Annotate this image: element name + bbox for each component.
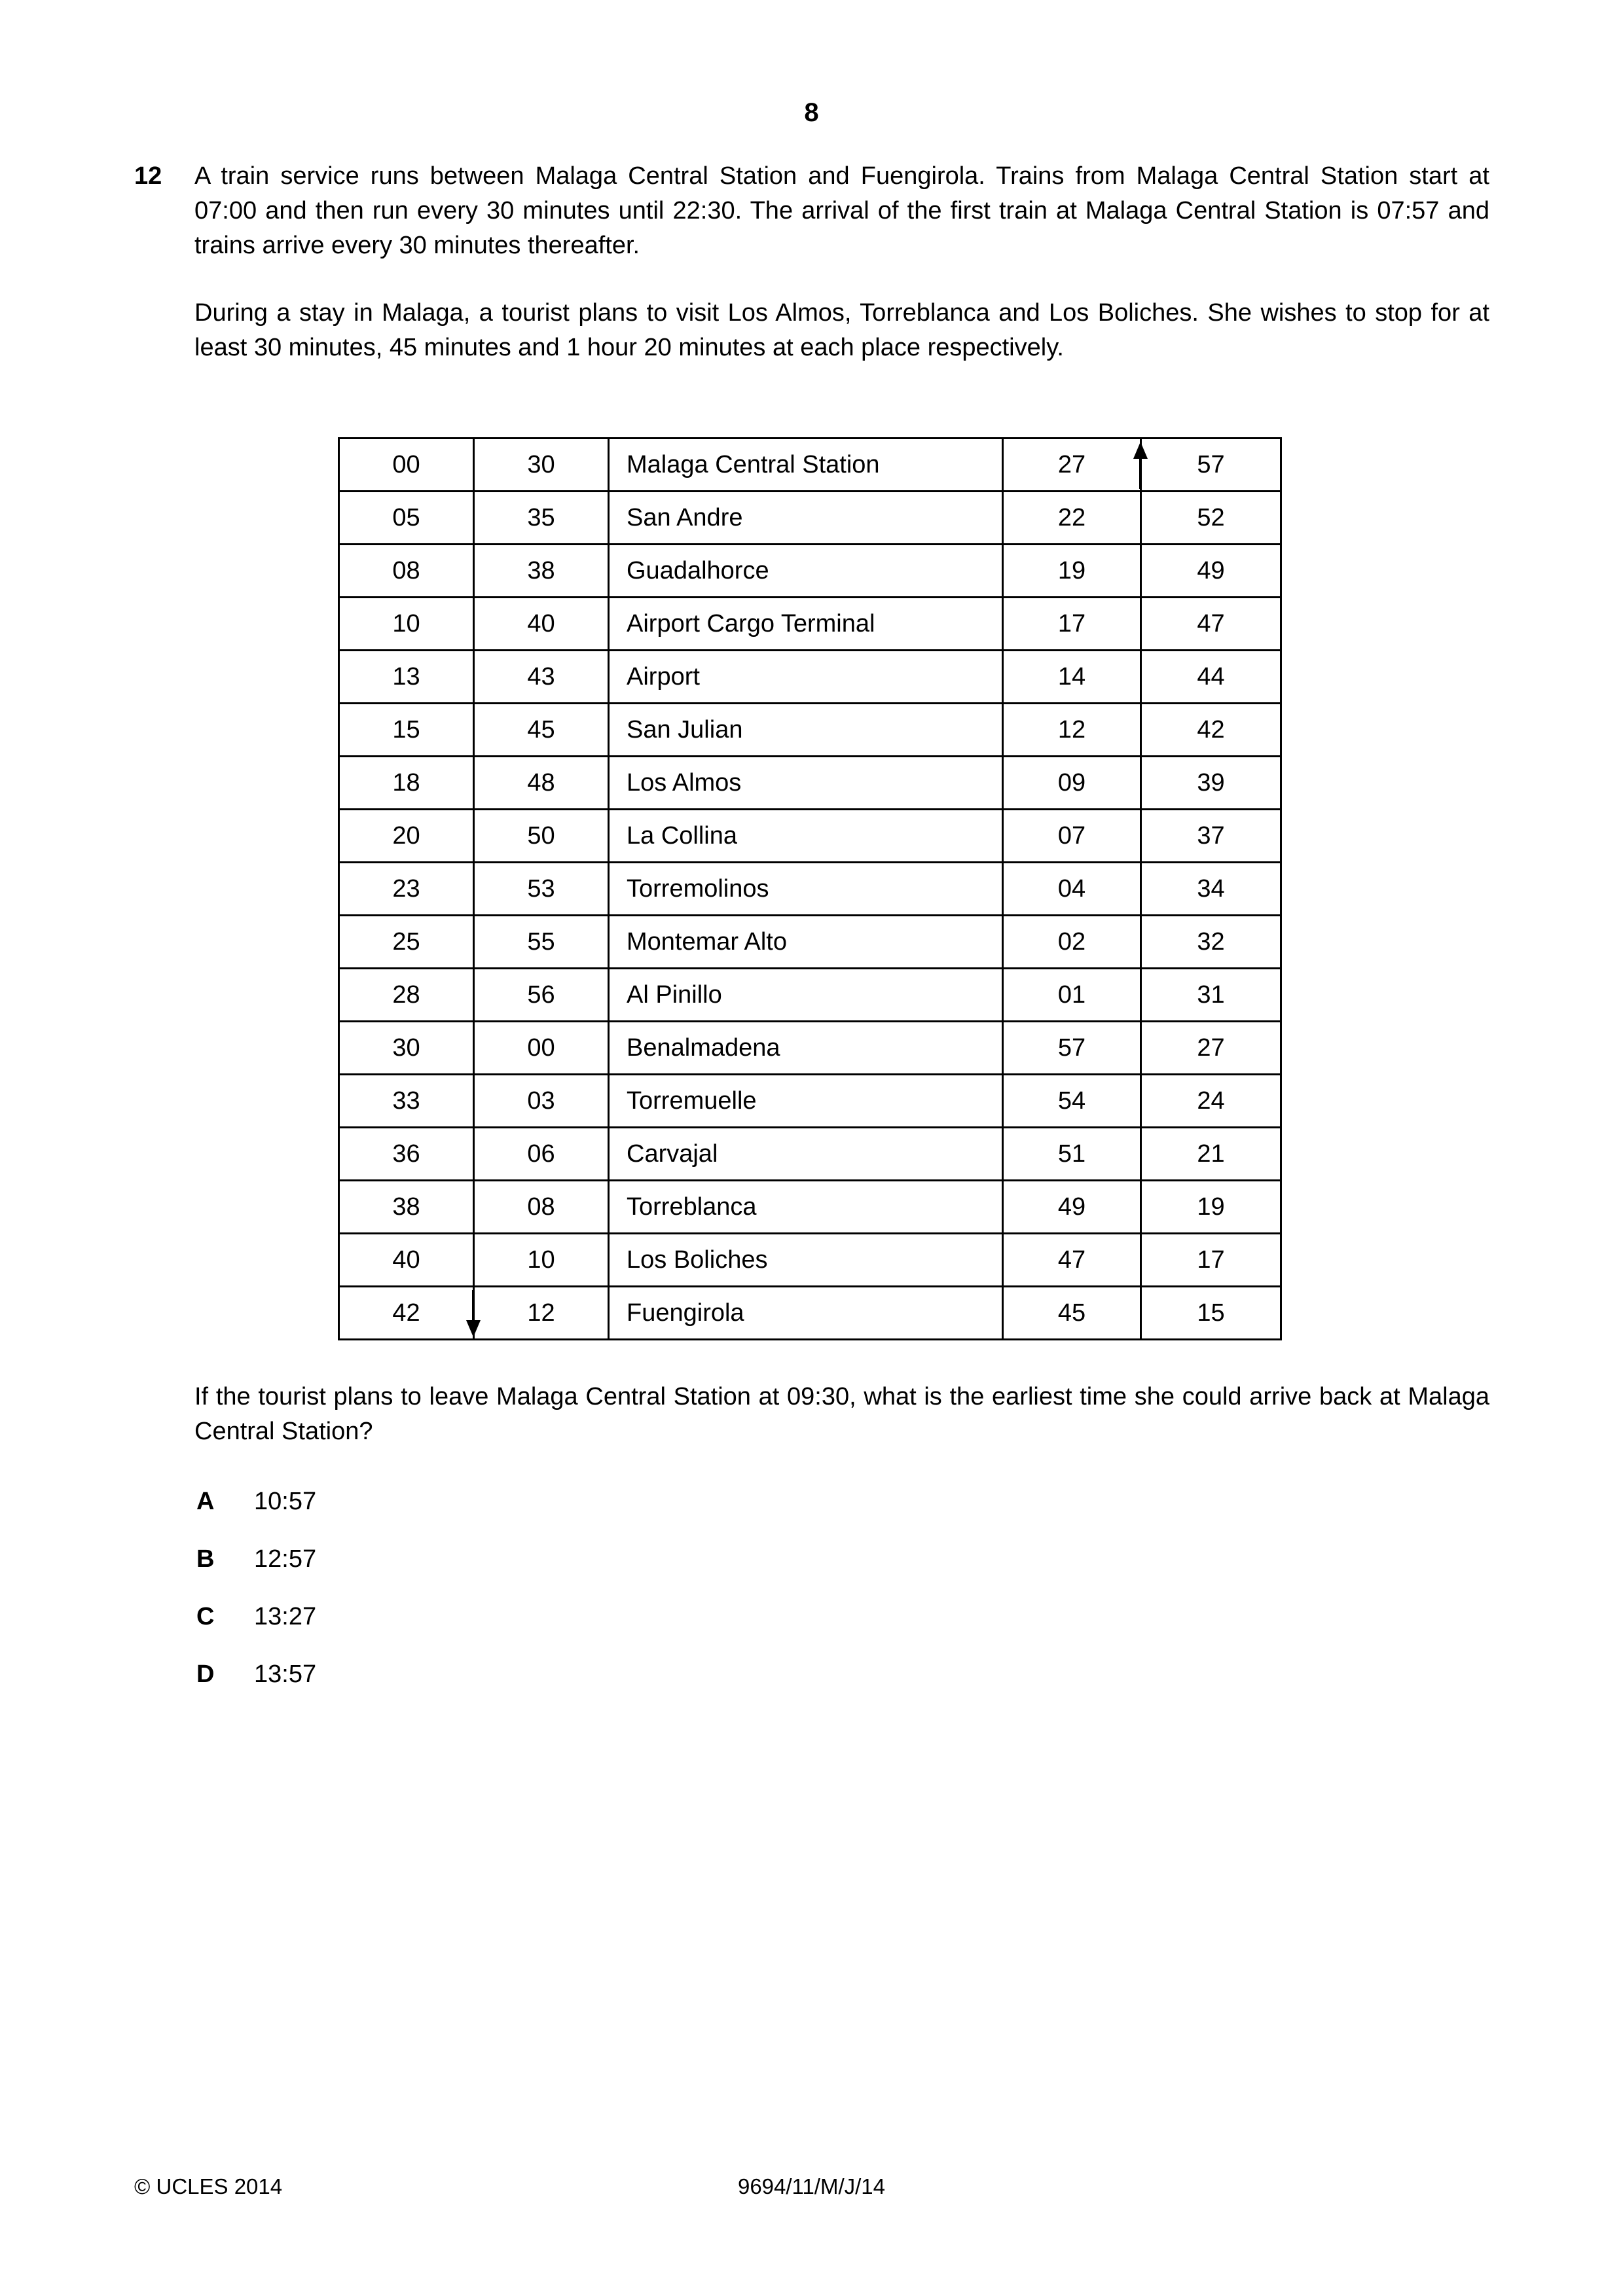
arrival-minutes-cell: 37	[1142, 810, 1280, 861]
departure-minutes-cell: 13	[340, 651, 475, 702]
departure-minutes-cell: 20	[340, 810, 475, 861]
departure-minutes-cell: 43	[475, 651, 610, 702]
option-d-value: 13:57	[254, 1660, 317, 1688]
departure-minutes-cell: 15	[340, 704, 475, 755]
arrival-minutes-cell: 44	[1142, 651, 1280, 702]
station-name-cell: Malaga Central Station	[610, 439, 1004, 490]
departure-minutes-cell: 06	[475, 1128, 610, 1179]
departure-minutes-cell: 40	[340, 1234, 475, 1285]
station-name-cell: La Collina	[610, 810, 1004, 861]
arrival-minutes-cell: 07	[1004, 810, 1142, 861]
option-c	[196, 1600, 316, 1634]
arrival-minutes-cell: 19	[1004, 545, 1142, 596]
departure-minutes-cell: 23	[340, 863, 475, 914]
arrival-minutes-cell: 51	[1004, 1128, 1142, 1179]
arrival-minutes-cell: 12	[1004, 704, 1142, 755]
paper-reference: 9694/11/M/J/14	[737, 2174, 886, 2198]
departure-minutes-cell: 08	[475, 1181, 610, 1232]
arrival-minutes-cell: 17	[1142, 1234, 1280, 1285]
departure-minutes-cell: 35	[475, 492, 610, 543]
table-row	[340, 1234, 1280, 1287]
departure-minutes-cell: 28	[340, 969, 475, 1020]
arrival-minutes-cell: 57	[1142, 439, 1280, 490]
table-row	[340, 810, 1280, 863]
table-row	[340, 704, 1280, 757]
departure-minutes-cell: 38	[340, 1181, 475, 1232]
option-b-label: B	[196, 1545, 215, 1573]
answer-options	[196, 1484, 316, 1715]
arrival-minutes-cell: 27	[1142, 1022, 1280, 1073]
arrival-minutes-cell: 01	[1004, 969, 1142, 1020]
station-name-cell: Montemar Alto	[610, 916, 1004, 967]
station-name-cell: San Andre	[610, 492, 1004, 543]
arrival-minutes-cell: 49	[1004, 1181, 1142, 1232]
station-name-cell: Benalmadena	[610, 1022, 1004, 1073]
table-row	[340, 863, 1280, 916]
station-name-cell: Torremolinos	[610, 863, 1004, 914]
arrival-minutes-cell: 54	[1004, 1075, 1142, 1126]
departure-minutes-cell: 38	[475, 545, 610, 596]
question-body	[194, 159, 1489, 365]
table-row	[340, 1075, 1280, 1128]
arrival-minutes-cell: 39	[1142, 757, 1280, 808]
departure-minutes-cell: 40	[475, 598, 610, 649]
option-a-label: A	[196, 1488, 215, 1515]
station-name-cell: Torremuelle	[610, 1075, 1004, 1126]
arrival-minutes-cell: 49	[1142, 545, 1280, 596]
departure-minutes-cell: 53	[475, 863, 610, 914]
departure-minutes-cell: 10	[340, 598, 475, 649]
option-c-label: C	[196, 1603, 215, 1630]
departure-minutes-cell: 18	[340, 757, 475, 808]
arrival-minutes-cell: 19	[1142, 1181, 1280, 1232]
station-name-cell: Carvajal	[610, 1128, 1004, 1179]
option-a	[196, 1484, 316, 1519]
arrival-minutes-cell: 27	[1004, 439, 1142, 490]
down-arrow-icon	[462, 1289, 485, 1338]
option-c-value: 13:27	[254, 1603, 317, 1630]
option-d-label: D	[196, 1660, 215, 1688]
table-row	[340, 757, 1280, 810]
departure-minutes-cell: 30	[475, 439, 610, 490]
train-timetable	[338, 437, 1282, 1340]
departure-minutes-cell: 45	[475, 704, 610, 755]
table-row	[340, 1181, 1280, 1234]
arrival-minutes-cell: 17	[1004, 598, 1142, 649]
question-number: 12	[134, 162, 162, 190]
station-name-cell: Airport	[610, 651, 1004, 702]
question-12	[134, 159, 1489, 365]
arrival-minutes-cell: 47	[1004, 1234, 1142, 1285]
station-name-cell: San Julian	[610, 704, 1004, 755]
departure-minutes-cell: 00	[340, 439, 475, 490]
arrival-minutes-cell: 45	[1004, 1287, 1142, 1338]
option-b-value: 12:57	[254, 1545, 317, 1573]
table-row	[340, 545, 1280, 598]
table-row	[340, 598, 1280, 651]
arrival-minutes-cell: 22	[1004, 492, 1142, 543]
station-name-cell: Al Pinillo	[610, 969, 1004, 1020]
departure-minutes-cell: 10	[475, 1234, 610, 1285]
arrival-minutes-cell: 32	[1142, 916, 1280, 967]
arrival-minutes-cell: 14	[1004, 651, 1142, 702]
departure-minutes-cell: 25	[340, 916, 475, 967]
departure-minutes-cell: 00	[475, 1022, 610, 1073]
arrival-minutes-cell: 57	[1004, 1022, 1142, 1073]
arrival-minutes-cell: 09	[1004, 757, 1142, 808]
departure-minutes-cell: 55	[475, 916, 610, 967]
departure-minutes-cell: 56	[475, 969, 610, 1020]
departure-minutes-cell: 03	[475, 1075, 610, 1126]
station-name-cell: Los Boliches	[610, 1234, 1004, 1285]
departure-minutes-cell: 05	[340, 492, 475, 543]
table-row	[340, 969, 1280, 1022]
arrival-minutes-cell: 42	[1142, 704, 1280, 755]
question-prompt: If the tourist plans to leave Malaga Central Station at 09:30, what is the earliest time she could arrive back at Malaga Central Station?	[194, 1383, 1489, 1445]
timetable-rows	[340, 439, 1280, 1338]
station-name-cell: Fuengirola	[610, 1287, 1004, 1338]
departure-minutes-cell: 42	[340, 1287, 475, 1338]
option-d	[196, 1657, 316, 1692]
question-intro-paragraph-2: During a stay in Malaga, a tourist plans to visit Los Almos, Torreblanca and Los Boliches. She wishes to stop for at least 30 minutes, 45 minutes and 1 hour 20 minutes at each place respectively.	[194, 299, 1489, 361]
departure-minutes-cell: 48	[475, 757, 610, 808]
arrival-minutes-cell: 04	[1004, 863, 1142, 914]
up-arrow-icon	[1129, 440, 1152, 490]
arrival-minutes-cell: 47	[1142, 598, 1280, 649]
option-b	[196, 1542, 316, 1577]
arrival-minutes-cell: 15	[1142, 1287, 1280, 1338]
page-number: 8	[804, 98, 819, 127]
departure-minutes-cell: 30	[340, 1022, 475, 1073]
table-row	[340, 651, 1280, 704]
arrival-minutes-cell: 31	[1142, 969, 1280, 1020]
departure-minutes-cell: 36	[340, 1128, 475, 1179]
station-name-cell: Guadalhorce	[610, 545, 1004, 596]
question-intro-paragraph-1: A train service runs between Malaga Central Station and Fuengirola. Trains from Malaga Central Station start at 07:00 and then run every 30 minutes until 22:30. The arrival of the first train at Malaga Central Station is 07:57 and trains arrive every 30 minutes thereafter.	[194, 162, 1489, 259]
station-name-cell: Airport Cargo Terminal	[610, 598, 1004, 649]
option-a-value: 10:57	[254, 1488, 317, 1515]
table-row	[340, 1128, 1280, 1181]
table-row	[340, 1022, 1280, 1075]
table-row	[340, 492, 1280, 545]
arrival-minutes-cell: 02	[1004, 916, 1142, 967]
station-name-cell: Torreblanca	[610, 1181, 1004, 1232]
arrival-minutes-cell: 34	[1142, 863, 1280, 914]
departure-minutes-cell: 50	[475, 810, 610, 861]
arrival-minutes-cell: 52	[1142, 492, 1280, 543]
copyright-notice: © UCLES 2014	[134, 2174, 283, 2198]
table-row	[340, 916, 1280, 969]
arrival-minutes-cell: 21	[1142, 1128, 1280, 1179]
departure-minutes-cell: 33	[340, 1075, 475, 1126]
arrival-minutes-cell: 24	[1142, 1075, 1280, 1126]
station-name-cell: Los Almos	[610, 757, 1004, 808]
departure-minutes-cell: 12	[475, 1287, 610, 1338]
departure-minutes-cell: 08	[340, 545, 475, 596]
